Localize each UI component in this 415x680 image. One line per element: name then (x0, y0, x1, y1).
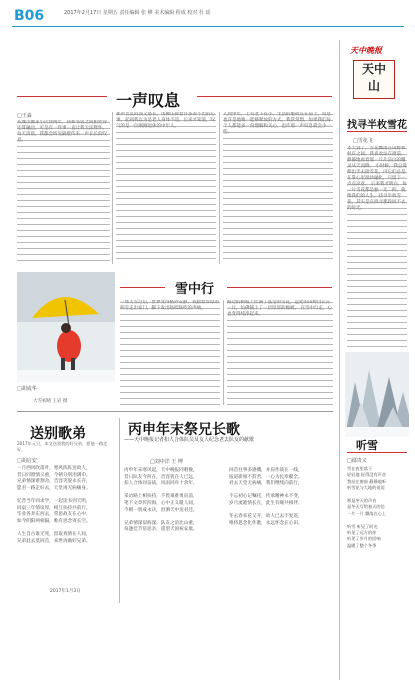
poem-line: 报道新闻不辞苦，一心为民奉献全。 (229, 474, 303, 480)
poem-line: 听雪 听见了时光 (347, 523, 378, 529)
column-divider (119, 418, 120, 603)
poem-line: 雪在夜里落下 (347, 466, 373, 471)
poem-line: 一片一片 飘落在心上 (347, 510, 387, 516)
column-brand: 天中晚报 (350, 46, 382, 55)
poem-line: 轻轻地 轻得没有声音 (347, 472, 387, 478)
header-rule (12, 26, 404, 27)
poem-line (17, 492, 115, 499)
title-rule-right (197, 96, 332, 97)
article-body-walk-col1 (120, 300, 220, 405)
photo-caption: 大雪初晴 王岩 摄 (33, 399, 68, 404)
snow-trees-photo (345, 352, 409, 437)
right-column-divider (339, 40, 340, 680)
poem-line: 愿君一路走好去，天堂再无病痛身。 (17, 485, 91, 491)
poem-body-lantern-col1 (124, 468, 226, 534)
poem-line: 听见了岁月的回响 (347, 536, 381, 542)
column-name-box (353, 60, 395, 99)
poem-line (17, 525, 115, 532)
column-divider (223, 300, 224, 405)
article-plum-para1: 冬天到了，雪花飘落在田野和村庄之间。我喜欢站在窗前，静静地看着那一片片洁白的精灵从天而降。 (347, 146, 406, 169)
poem-line: 扣人合体同奋战，风雨同舟十余年。 (124, 481, 198, 487)
article-walk-para2: 路边的树枝上挂满了晶莹的雪花，远处的田野白茫茫一片，仿佛铺上了一层厚厚的棉被。 (227, 300, 331, 311)
poem-line: 同桌三年情谊厚，相互扶持共前行。 (17, 505, 91, 511)
column-name-bottom: 山 (367, 79, 380, 93)
poem-line: 岁月流逝情长在，此生有缘共相伴。 (229, 500, 303, 506)
article-title-walk: 雪中行 (175, 282, 215, 297)
poem-line: 毕业各奔东西去，常思故友在心中， (17, 512, 91, 518)
column-divider (112, 112, 113, 264)
poem-line: 唯将思念化作歌，永远怀念在心田。 (229, 520, 303, 526)
poem-line: 今朝一别成永诀，泪洒天中送君还。 (124, 507, 198, 513)
poem-line: 冬去春来花又开，故人已去不复返， (229, 514, 303, 520)
poem-author-spring: □胡启安 (17, 458, 37, 464)
poem-line: 不忘初心记嘱托，传承精神永不变， (229, 494, 303, 500)
poem-line: 回首往事多感慨，并肩作战在一线， (229, 468, 303, 473)
poem-author-listen: □鄢贵义 (347, 458, 367, 464)
title-rule-plum (347, 131, 407, 132)
poem-line: 是冬天写给春天的信 (347, 504, 385, 510)
title-rule-walk-right (227, 287, 332, 288)
article-author-walk: □胡成华 (17, 386, 37, 392)
article-sigh-para1: 从城市搬来小区快两年，我和邻居之间相处得还算融洽，可是有一件事一直让我无法释怀。每天清晨，我都会听见隔壁传来一声长长的叹息。 (17, 120, 107, 143)
page-number: B06 (14, 8, 45, 24)
poem-subtitle-lantern: ——天中晚报记者扣人合体队员及友人纪念老去队友的献歌 (124, 437, 255, 443)
article-sigh-para2: 那声音沉闷而又悠长，仿佛压抑着许多说不出的心事。起初我以为是老人身体不适，后来才知道，叹气的是一位刚刚退休的中年人。 (116, 112, 215, 129)
article-body-plum (347, 146, 407, 348)
poem-line: 兄弟情深似海深，队友之谊比山重， (124, 520, 198, 526)
umbrella-illustration (17, 272, 115, 382)
poem-body-lantern-col2 (229, 468, 333, 527)
poem-line: 昔日同窗情义重，今朝分别泪满巾。 (17, 472, 91, 478)
article-sigh-para3: 人到中年，上有老下有小，生活的重担压在肩上，叹息也许是他唯一能够释放的方式。我常常想，如果我们每个人都能多一份理解和关心，也许那一声叹息就会少一些。 (223, 112, 331, 135)
poem-line: 每逢佳节倍思亲，遥望天国祝安康。 (124, 527, 198, 533)
article-walk-para3: 在雪中行走，心也变得纯净起来。 (227, 306, 332, 317)
article-plum-para3: 后来我才明白，每一片雪花都是独一无二的，就像我们的人生。找寻半枚雪花，其实是在找寻那段回不去的时光。 (347, 182, 407, 211)
poem-line: 听雪花与大地的低语 (347, 485, 385, 491)
column-name-top: 天中 (361, 62, 386, 76)
article-body-sigh-col3 (223, 112, 333, 264)
poem-line: 一月西风吹落叶，寒风阵阵送故人， (17, 466, 91, 471)
poem-line: 温暖了整个冬季 (347, 542, 377, 548)
column-divider (219, 112, 220, 264)
poem-title-spring: 送别歌弟 (30, 426, 86, 442)
article-body-sigh-col2 (116, 112, 216, 264)
article-author-sigh: □王淼 (17, 113, 32, 119)
poem-line: 如今阴阳两相隔，唯有思念寄长空。 (17, 518, 91, 524)
article-body-walk-col2 (227, 300, 333, 405)
poem-line: 听见了远方的你 (347, 530, 377, 536)
article-walk-para1: 一场大雪过后，世界变得格外安静。我踏着厚厚的积雪走出家门，脚下发出咯吱咯吱的声响。 (120, 300, 219, 311)
article-plum-para2: 小时候，我总爱伸出手去接雪花，可它们总是在掌心里很快融化，只留下一点点凉意。 (347, 164, 407, 187)
poem-line: 兄弟情深难割舍，音容笑貌永长存， (17, 479, 91, 485)
page-meta: 2017年2月17日 星期五 责任编辑 张 峰 美术编辑 程成 校对 杜 瑶 (64, 10, 211, 16)
title-rule-left (17, 96, 107, 97)
snow-trees-illustration (345, 352, 409, 437)
poem-line: 兄弟此去莫回首，来世再做好兄弟。 (17, 538, 91, 544)
section-divider (17, 411, 333, 412)
poem-body-listen (347, 466, 409, 549)
poem-title-listen: 听雪 (356, 439, 378, 452)
article-body-sigh-col1 (17, 120, 110, 264)
poem-line: 那是冬天的声音 (347, 498, 377, 504)
poem-subtitle-spring: 2017年元旦，本文送别我的好兄弟，愿他一路走好。 (17, 441, 108, 452)
title-rule-listen (347, 452, 407, 453)
poem-line: 昔日队友今何在，音容犹在人已远， (124, 474, 198, 480)
poem-line (124, 514, 226, 521)
poem-title-lantern: 丙申年末祭兄长歌 (128, 422, 240, 438)
poem-line: 人生自古谁无死，留取真情在人间， (17, 531, 91, 537)
poem-line: 采访路上相扶持，不畏艰难勇向前， (124, 494, 198, 500)
poem-line: 我站在窗前 静静地听 (347, 478, 387, 484)
umbrella-snow-photo (17, 272, 115, 382)
poem-body-spring (17, 466, 115, 545)
article-author-plum: □雪花飞 (353, 138, 373, 144)
title-rule-walk-left (120, 287, 165, 288)
poem-line: 君去天堂无病痛，我们继续向前行， (229, 481, 303, 487)
poem-line: 忆昔当年同求学，一起读书到天明， (17, 498, 91, 504)
poem-author-lantern: □刘中洋 王 博 (150, 459, 183, 465)
poem-line: 丙申年末寒风起，天中晚报同唱挽， (124, 468, 198, 473)
article-title-sigh: 一声叹息 (116, 91, 181, 110)
poem-line: 笔下文章传四海，心中正义暖人间， (124, 500, 198, 506)
article-title-plum: 找寻半枚雪花 (347, 120, 407, 131)
poem-date-spring: 2017年1月3日 (50, 589, 81, 594)
